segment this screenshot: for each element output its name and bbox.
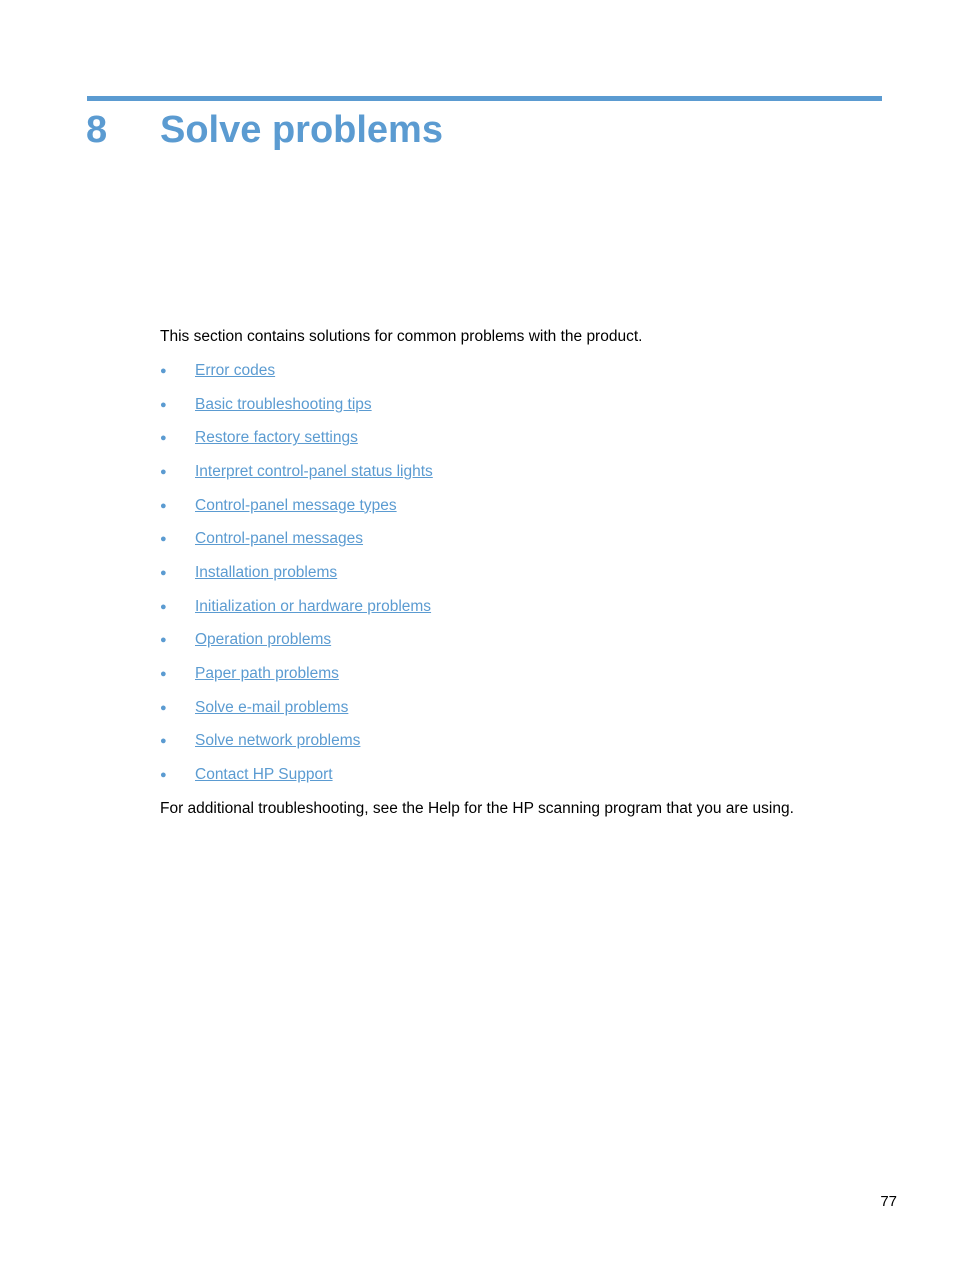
page-number: 77 [880, 1193, 897, 1210]
intro-paragraph: This section contains solutions for common problems with the product. [160, 328, 643, 345]
outro-paragraph: For additional troubleshooting, see the Help for the HP scanning program that you are using. [160, 800, 794, 817]
link-restore-factory-settings[interactable]: Restore factory settings [195, 429, 358, 447]
bullet-icon: ● [160, 499, 167, 512]
link-operation-problems[interactable]: Operation problems [195, 631, 332, 649]
bullet-icon: ● [160, 365, 167, 377]
chapter-number: 8 [86, 109, 108, 151]
bullet-icon: ● [160, 701, 167, 714]
link-error-codes[interactable]: Error codes [195, 362, 276, 379]
link-paper-path-problems[interactable]: Paper path problems [195, 664, 339, 682]
bullet-icon: ● [160, 634, 167, 647]
bullet-icon: ● [160, 600, 167, 613]
link-basic-troubleshooting-tips[interactable]: Basic troubleshooting tips [195, 395, 372, 413]
link-control-panel-message-types[interactable]: Control-panel message types [195, 496, 397, 514]
bullet-icon: ● [160, 398, 167, 411]
link-solve-network-problems[interactable]: Solve network problems [195, 732, 361, 750]
bullet-icon: ● [160, 667, 167, 680]
bullet-icon: ● [160, 768, 167, 781]
link-installation-problems[interactable]: Installation problems [195, 563, 338, 581]
link-control-panel-messages[interactable]: Control-panel messages [195, 530, 364, 548]
bullet-icon: ● [160, 533, 167, 546]
link-interpret-status-lights[interactable]: Interpret control-panel status lights [195, 462, 433, 480]
link-contact-hp-support[interactable]: Contact HP Support [195, 765, 333, 783]
link-solve-email-problems[interactable]: Solve e-mail problems [195, 698, 349, 716]
bullet-icon: ● [160, 432, 167, 445]
chapter-rule [87, 96, 882, 101]
bullet-icon: ● [160, 566, 167, 579]
chapter-title: Solve problems [160, 109, 443, 151]
bullet-icon: ● [160, 735, 167, 748]
bullet-icon: ● [160, 465, 167, 478]
link-initialization-hardware-problems[interactable]: Initialization or hardware problems [195, 597, 432, 615]
